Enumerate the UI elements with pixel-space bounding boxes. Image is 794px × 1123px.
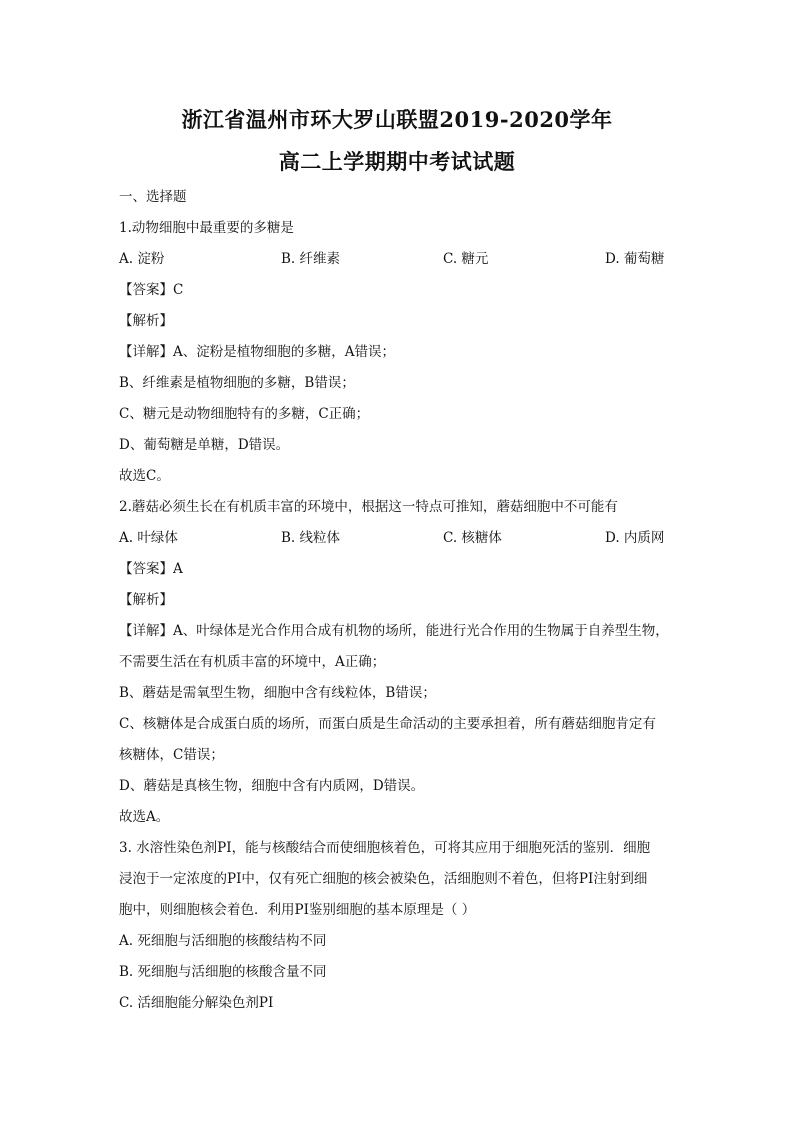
answer-line: 【答案】A (119, 561, 183, 577)
document-title-line-2: 高二上学期期中考试试题 (278, 149, 516, 174)
option-d: D. 内质网 (605, 530, 665, 546)
question-stem: 1.动物细胞中最重要的多糖是 (119, 220, 294, 236)
option-a: A. 叶绿体 (119, 530, 178, 546)
detail-line: 核糖体，C错误； (119, 747, 224, 763)
option-d: D. 葡萄糖 (605, 251, 665, 267)
detail-line: 不需要生活在有机质丰富的环境中，A正确； (119, 654, 386, 670)
option-a: A. 死细胞与活细胞的核酸结构不同 (119, 933, 327, 949)
detail-line: C、核糖体是合成蛋白质的场所，而蛋白质是生命活动的主要承担着，所有蘑菇细胞肯定有 (119, 716, 656, 732)
option-c: C. 活细胞能分解染色剂PI (119, 995, 274, 1011)
detail-line: C、糖元是动物细胞特有的多糖，C正确； (119, 406, 370, 422)
analysis-heading: 【解析】 (119, 592, 173, 608)
answer-line: 【答案】C (119, 282, 184, 298)
detail-line: D、蘑菇是真核生物，细胞中含有内质网，D错误。 (119, 778, 425, 794)
detail-line: 【详解】A、叶绿体是光合作用合成有机物的场所，能进行光合作用的生物属于自养型生物， (119, 623, 669, 639)
question-3 (119, 833, 679, 1019)
option-a: A. 淀粉 (119, 251, 165, 267)
detail-line: B、蘑菇是需氧型生物，细胞中含有线粒体，B错误； (119, 685, 436, 701)
options-row (119, 523, 679, 554)
options-row (119, 244, 679, 275)
question-stem: 胞中，则细胞核会着色．利用PI鉴别细胞的基本原理是（ ） (119, 902, 476, 918)
document-body (119, 182, 679, 1019)
section-heading: 一、选择题 (119, 189, 187, 205)
analysis-heading: 【解析】 (119, 313, 173, 329)
option-c: C. 核糖体 (443, 530, 502, 546)
option-b: B. 线粒体 (281, 530, 341, 546)
question-1 (119, 213, 679, 492)
option-c: C. 糖元 (443, 251, 489, 267)
question-stem: 3. 水溶性染色剂PI，能与核酸结合而使细胞核着色，可将其应用于细胞死活的鉴别．细胞 (119, 840, 651, 856)
detail-line: B、纤维素是植物细胞的多糖，B错误； (119, 375, 355, 391)
detail-line: D、葡萄糖是单糖，D错误。 (119, 437, 290, 453)
question-stem: 2.蘑菇必须生长在有机质丰富的环境中，根据这一特点可推知，蘑菇细胞中不可能有 (119, 499, 618, 515)
conclusion-line: 故选C。 (119, 468, 170, 484)
question-stem: 浸泡于一定浓度的PI中，仅有死亡细胞的核会被染色，活细胞则不着色，但将PI注射到细 (119, 871, 648, 887)
option-b: B. 死细胞与活细胞的核酸含量不同 (119, 964, 327, 980)
conclusion-line: 故选A。 (119, 809, 170, 825)
question-2 (119, 492, 679, 833)
document-title-line-1: 浙江省温州市环大罗山联盟2019-2020学年 (181, 107, 613, 132)
option-b: B. 纤维素 (281, 251, 341, 267)
detail-line: 【详解】A、淀粉是植物细胞的多糖，A错误； (119, 344, 395, 360)
